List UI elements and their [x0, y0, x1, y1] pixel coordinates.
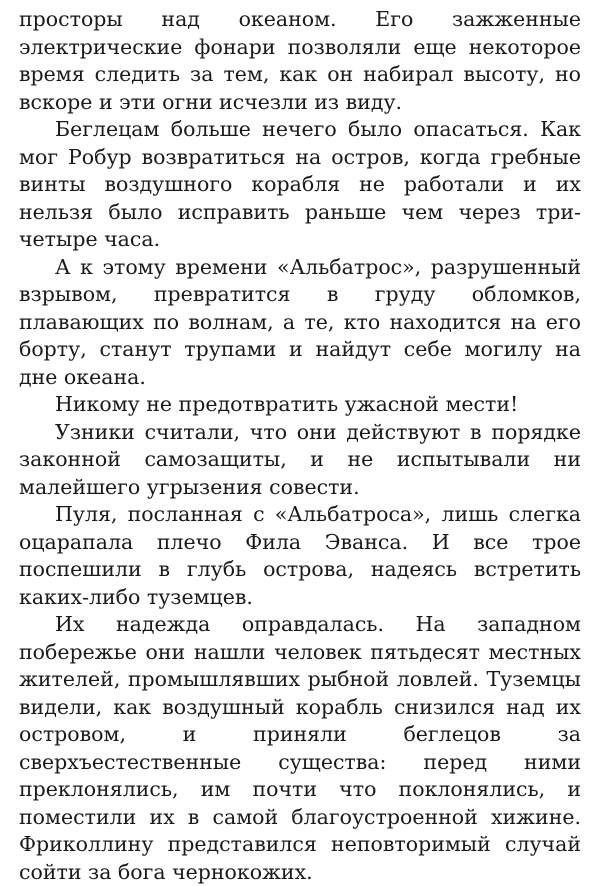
paragraph: Никому не предотвратить ужасной мести!	[55, 392, 519, 416]
paragraph: Пуля, посланная с «Альбатроса», лишь слегка оцарапала плечо Фила Эванса. И все трое поспешили в глубь острова, надеясь встретить каких-либо туземцев.	[19, 502, 581, 609]
page-text	[19, 6, 581, 886]
paragraph: А к этому времени «Альбатрос», разрушенный взрывом, превратится в груду обломков, плавающих по волнам, а те, кто находится на его борту, станут трупами и найдут себе могилу на дне океана.	[19, 254, 581, 389]
paragraph-continuation: просторы над океаном. Его зажженные электрические фонари позволяли еще некоторое время следить за тем, как он набирал высоту, но вскоре и эти огни исчезли из виду.	[19, 7, 581, 114]
paragraph: Беглецам больше нечего было опасаться. Как мог Робур возвратиться на остров, когда гребные винты воздушного корабля не работали и их нельзя было исправить раньше чем через три-четыре часа.	[19, 117, 581, 251]
paragraph: Их надежда оправдалась. На западном побережье они нашли человек пятьдесят местных жителей, промышлявших рыбной ловлей. Туземцы видели, как воздушный корабль снизился над их островом, и приняли беглецов за сверхъестественные существа: перед ними преклонялись, им почти что поклонялись, и поместили их в самой благоустроенной хижине. Фриколлину представился неповторимый случай сойти за бога чернокожих.	[19, 612, 581, 884]
paragraph: Узники считали, что они действуют в порядке законной самозащиты, и не испытывали ни малейшего угрызения совести.	[19, 419, 581, 499]
